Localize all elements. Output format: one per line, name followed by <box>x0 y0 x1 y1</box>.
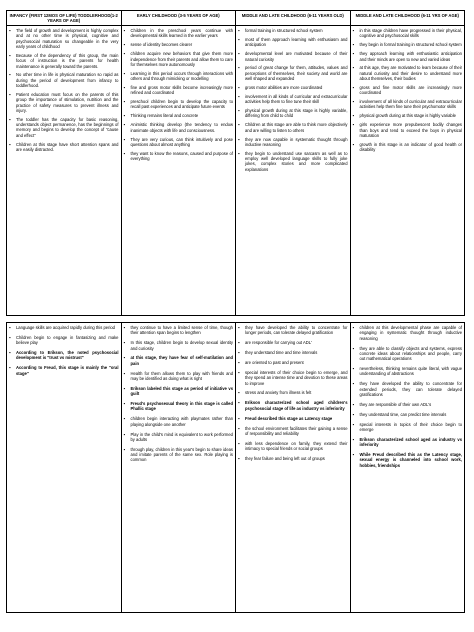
cell-infancy-cont <box>7 323 122 613</box>
bullet-item: ▪ involvement of all kinds of curricular and extracurricular activities help them fine tune their psychomotor skills <box>360 99 463 110</box>
bullet-item: ▪ In this stage, children begin to develop sexual identity and curiosity <box>131 340 234 351</box>
bullet-item: ▪ most of them approach learning with enthusiasm and anticipation <box>245 37 348 48</box>
header-row <box>7 11 465 26</box>
bullet-item: ▪ they have developed the ability to concentrate for longer periods, can tolerate delayed gratification <box>245 325 348 336</box>
bullet-item: ▪ they are now capable in systematic thought through inductive reasoning <box>245 137 348 148</box>
cell-middle-late-childhood <box>236 26 351 316</box>
bullet-item: ▪ they understand time and time intervals <box>245 350 348 355</box>
bullet-item: ▪ period of great change for them, attitudes, values and perceptions of themselves, their society and world are well shaped and expanded <box>245 65 348 81</box>
bullet-item: ▪ preschool children begin to develop the capacity to recall past experiences and anticipate future events <box>131 99 234 110</box>
bullet-item: ▪ children begin interacting with playmates rather than playing alongside one another <box>131 416 234 427</box>
content-row <box>7 26 465 316</box>
bullet-item: ▪ Play in the child's mind is equivalent to work performed by adults <box>131 432 234 443</box>
bullet-item: ▪ they want to know the reasons, caused and purpose of everything <box>131 151 234 162</box>
bullet-item: ▪ developmental level are motivated because of their natural curiosity <box>245 51 348 62</box>
bullet-item: ▪ at this stage, they have fear of self-mutilation and pain <box>131 355 234 366</box>
bullet-item: ▪ Thinking remains literal and concrete <box>131 113 234 118</box>
bullet-item: ▪ they are responsible of their own ADL's <box>360 402 463 407</box>
bullet-item: ▪ are responsible for carrying out ADL' <box>245 340 348 345</box>
bullet-item: ▪ they understand time, can predict time intervals <box>360 412 463 417</box>
bullet-item: ▪ Animistic thinking develop (the tendency to endow inanimate objects with life and consciousness. <box>131 122 234 133</box>
bullet-item: ▪ According to Freud, this stage is mainly the "oral stage" <box>16 365 119 376</box>
bullet-item: ▪ in this stage children have progressed in their physical, cognitive and psychosocial skills <box>360 28 463 39</box>
bullet-item: ▪ Freud's psychosexual theory in this stage is called Phallic stage <box>131 401 234 412</box>
bullet-item: ▪ they approach learning with enthusiastic anticipation and their minds are open to new and varied ideas <box>360 51 463 62</box>
bullet-item: ▪ girls experience more prepubescent bodily changes than boys and tend to exceed the boys in physical maturation <box>360 122 463 138</box>
development-table-bottom <box>6 322 465 613</box>
bullet-item: ▪ children at this developmental phase are capable of engaging in systematic thought through inductive reasoning <box>360 325 463 341</box>
bullet-item: ▪ they have developed the ability to concentrate for extended periods, they can tolerate delayed gratifications <box>360 381 463 397</box>
bullet-item: ▪ they are able to classify objects and systems, express concrete ideas about relationships and people, carry out mathematical operations <box>360 346 463 362</box>
bullet-item: ▪ Patient education must focus on the parents of this group the importance of stimulation, nutrition and the practice of safety measures to prevent illness and injury. <box>16 92 119 113</box>
bullet-item: ▪ The toddler has the capacity for basic reasoning, understands object permanence, has the beginnings of memory and begins to develop the concept of "cause and effect" <box>16 117 119 138</box>
bullet-item: ▪ Children begin to engage in fantasizing and make believe play <box>16 335 119 346</box>
bullet-item: ▪ Learning in this period occurs through interactions with others and through mimicking or modelling <box>131 71 234 82</box>
bullet-item: ▪ Freud described this stage as Latency stage <box>245 416 348 421</box>
bullet-item: ▪ physical growth during at this stage is highly variable <box>360 113 463 118</box>
cell-early-childhood <box>121 26 236 316</box>
bullet-item: ▪ sense of identity becomes clearer <box>131 42 234 47</box>
bullet-item: ▪ fine and gross motor skills become increasingly more refined and coordinated <box>131 85 234 96</box>
cell-middle-late-childhood-cont <box>236 323 351 613</box>
bullet-item: ▪ they fear failure and being left out of groups <box>245 456 348 461</box>
bullet-item: ▪ The field of growth and development is highly complex and at no other time is physical, cognitive and psychosocial maturation so changeable in the very early years of childhood <box>16 28 119 49</box>
bullet-item: ▪ Erikson characterized school aged children's psychosocial stage of life as industry vs inferiority <box>245 400 348 411</box>
bullet-item: ▪ gross and fine motor skills are increasingly more coordinated <box>360 85 463 96</box>
bullet-item: ▪ While Freud described this as the Latency stage, sexual energy is channeled into school work, hobbies, friendships <box>360 452 463 468</box>
bullet-item: ▪ they begin in formal training in structured school system <box>360 42 463 47</box>
bullet-item: ▪ They are very curious, can think intuitively and pose questions about almost anything <box>131 137 234 148</box>
header-middle-late-childhood: MIDDLE AND LATE CHILDHOOD (6-11 YEARS OLD) <box>236 11 351 26</box>
bullet-item: ▪ Children at this stage have short attention spans and are easily distracted. <box>16 142 119 153</box>
bullet-item: ▪ special interests in topics of their choice begin to emerge <box>360 422 463 433</box>
bullet-item: ▪ Children in the preschool years continue with developmental skills learned in the earlier years <box>131 28 234 39</box>
content-row <box>7 323 465 613</box>
bullet-item: ▪ Because of the dependency of this group, the main focus of instruction is the parents for health maintenance is generally toward the parents. <box>16 53 119 69</box>
header-middle-late-childhood-yrs: MIDDLE AND LATE CHILDHOOD (6-11 YRS OF AGE) <box>350 11 465 26</box>
bullet-item: ▪ Language skills are acquired rapidly during this period <box>16 325 119 330</box>
cell-infancy <box>7 26 122 316</box>
cell-early-childhood-cont <box>121 323 236 613</box>
bullet-item: ▪ Erikson characterized school aged as industry vs inferiority <box>360 437 463 448</box>
bullet-item: ▪ at this age, they are motivated to learn because of their natural curiosity and their desire to understand more about themselves, their bodies <box>360 65 463 81</box>
bullet-item: ▪ the school environment facilitates their gaining a sense of responsibility and reliability <box>245 426 348 437</box>
bullet-item: ▪ involvement in all kinds of curricular and extracurricular activities help them to fine tune their skill <box>245 94 348 105</box>
bullet-item: ▪ with less dependence on family, they extend their intimacy to special friends or social groups <box>245 441 348 452</box>
bullet-item: ▪ through play, children in this year's begin to share ideas and imitate parents of the same sex. Role playing is common <box>131 447 234 463</box>
header-early-childhood: EARLY CHILDHOOD (3-5 YEARS OF AGE) <box>121 11 236 26</box>
cell-middle-late-childhood-yrs-cont <box>350 323 465 613</box>
bullet-item: ▪ special interests of their choice begin to emerge, and they spend an intense time and devotion to these areas to improve <box>245 370 348 386</box>
header-infancy: INFANCY (FIRST 12MOS OF LIFE) TODDLERHOOD(1-2 YEARS OF AGE) <box>7 11 122 26</box>
bullet-item: ▪ formal training in structured school system <box>245 28 348 33</box>
bullet-item: ▪ stress and anxiety from illness is felt <box>245 390 348 395</box>
bullet-item: ▪ are oriented to past and present <box>245 360 348 365</box>
bullet-item: ▪ nevertheless, thinking remains quite literal, with vague understanding of abstractions <box>360 366 463 377</box>
bullet-item: ▪ Erikson labeled this stage as period of initiative vs guilt <box>131 386 234 397</box>
bullet-item: ▪ growth in this stage is an indicator of good health or disability <box>360 142 463 153</box>
bullet-item: ▪ According to Erikson, the noted psychosocial development is "trust vs mistrust" <box>16 350 119 361</box>
bullet-item: ▪ No other time in life is physical maturation so rapid as during the period of development from infancy to toddlerhood. <box>16 72 119 88</box>
cell-middle-late-childhood-yrs <box>350 26 465 316</box>
bullet-item: ▪ physical growth during at this stage is highly variable, differing from child to child <box>245 108 348 119</box>
bullet-item: ▪ they continue to have a limited sense of time, though their attention span begins to lengthen <box>131 325 234 336</box>
development-table-top <box>6 10 465 316</box>
bullet-item: ▪ children acquire new behaviors that give them more independence from their parents and allow them to care for themselves more autonomously <box>131 51 234 67</box>
bullet-item: ▪ Children at this stage are able to think more objectively and are willing to listen to others <box>245 122 348 133</box>
bullet-item: ▪ gross motor abilities are more coordinated <box>245 85 348 90</box>
bullet-item: ▪ they begin to understand use sarcasm as well as to employ well developed language skills to fully joke jokes, complex stories and more complicated explanations <box>245 151 348 172</box>
bullet-item: ▪ Health for them allows them to play with friends and may be identified as doing what is right <box>131 371 234 382</box>
